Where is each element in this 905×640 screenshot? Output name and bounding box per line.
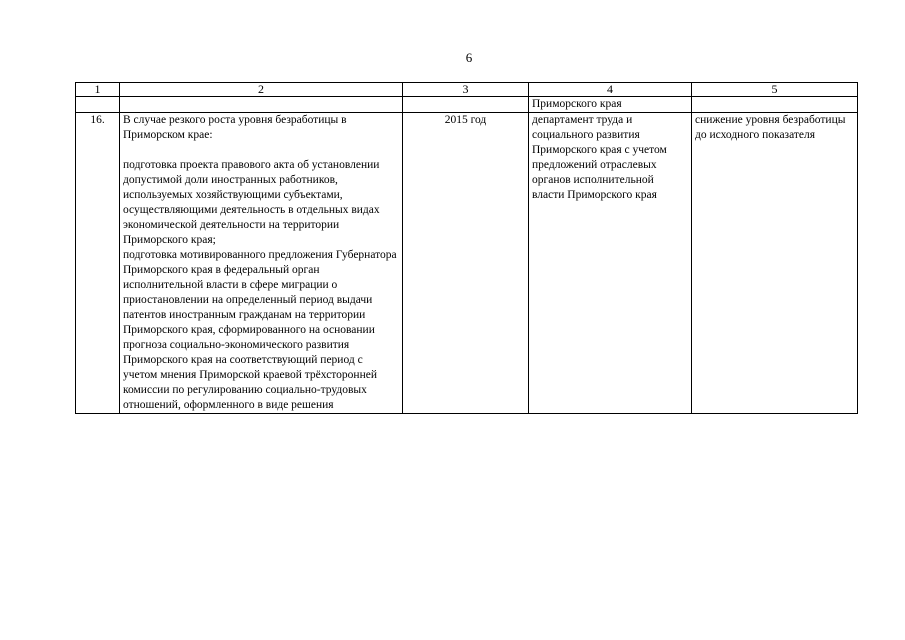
cont-cell-1 <box>76 97 120 113</box>
header-row <box>76 83 858 97</box>
measures-table <box>75 82 858 414</box>
table-row <box>76 113 858 414</box>
result-cell: снижение уровня безработицы до исходного показателя <box>692 113 858 414</box>
cont-cell-5 <box>692 97 858 113</box>
description-gap <box>123 143 399 158</box>
row-number: 16. <box>76 113 120 414</box>
header-col-4: 4 <box>529 83 692 97</box>
cont-cell-4: Приморского края <box>529 97 692 113</box>
header-col-1: 1 <box>76 83 120 97</box>
measure-description <box>120 113 403 414</box>
deadline-cell: 2015 год <box>403 113 529 414</box>
page-number: 6 <box>465 50 473 65</box>
description-intro: В случае резкого роста уровня безработицы в Приморском крае: <box>123 114 347 141</box>
description-item-2: подготовка мотивированного предложения Губернатора Приморского края в федеральный орган исполнительной власти в сфере миграции о приостановлении на определенный период выдачи патентов иностранным гражданам на территории Приморского края, сформированного на основании прогноза социально-экономического развития Приморского края на соответствующий период с учетом мнения Приморской краевой трёхсторонней комиссии по регулированию социально-трудовых отношений, оформленного в виде решения <box>123 249 397 411</box>
header-col-3: 3 <box>403 83 529 97</box>
header-col-2: 2 <box>120 83 403 97</box>
cont-cell-3 <box>403 97 529 113</box>
continuation-row <box>76 97 858 113</box>
description-item-1: подготовка проекта правового акта об установлении допустимой доли иностранных работников, используемых хозяйствующими субъектами, осуществляющими деятельность в отдельных видах экономической деятельности на территории Приморского края; <box>123 159 380 246</box>
cont-cell-2 <box>120 97 403 113</box>
header-col-5: 5 <box>692 83 858 97</box>
responsible-cell: департамент труда и социального развития Приморского края с учетом предложений отраслевых органов исполнительной власти Приморского края <box>529 113 692 414</box>
